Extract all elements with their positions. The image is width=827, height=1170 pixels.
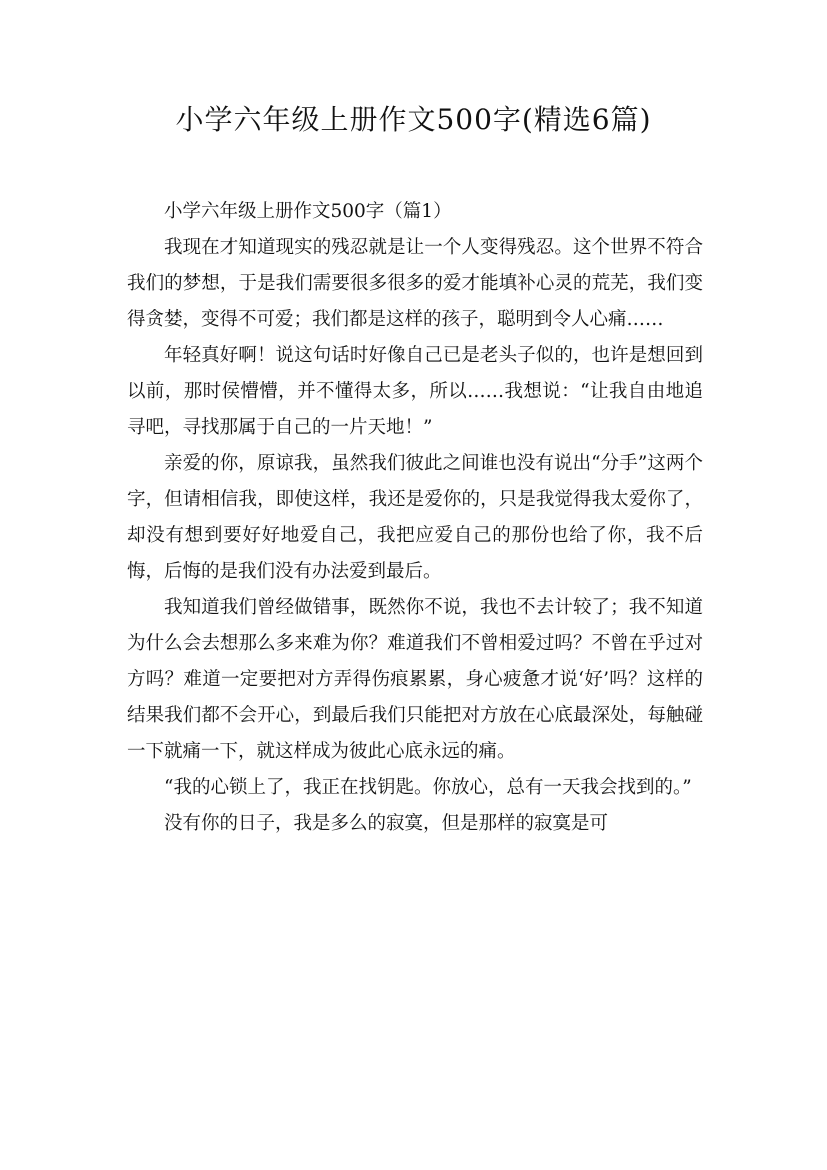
paragraph: 年轻真好啊！说这句话时好像自己已是老头子似的，也许是想回到以前，那时侯懵懵，并不懂得太多，所以……我想说：“让我自由地追寻吧，寻找那属于自己的一片天地！” xyxy=(127,345,703,438)
paragraph: “我的心锁上了，我正在找钥匙。你放心，总有一天我会找到的。” xyxy=(164,777,692,798)
section-heading: 小学六年级上册作文500字（篇1） xyxy=(164,201,452,222)
document-title: 小学六年级上册作文500字(精选6篇) xyxy=(175,103,652,136)
paragraph: 亲爱的你，原谅我，虽然我们彼此之间谁也没有说出“分手”这两个字，但请相信我，即使这样，我还是爱你的，只是我觉得我太爱你了，却没有想到要好好地爱自己，我把应爱自己的那份也给了你，我不后悔，后悔的是我们没有办法爱到最后。 xyxy=(127,453,703,582)
paragraph: 我现在才知道现实的残忍就是让一个人变得残忍。这个世界不符合我们的梦想，于是我们需要很多很多的爱才能填补心灵的荒芜，我们变得贪婪，变得不可爱；我们都是这样的孩子，聪明到令人心痛…… xyxy=(127,237,703,330)
paragraph: 我知道我们曾经做错事，既然你不说，我也不去计较了；我不知道为什么会去想那么多来难为你？难道我们不曾相爱过吗？不曾在乎过对方吗？难道一定要把对方弄得伤痕累累，身心疲惫才说‘好’吗？这样的结果我们都不会开心，到最后我们只能把对方放在心底最深处，每触碰一下就痛一下，就这样成为彼此心底永远的痛。 xyxy=(127,597,703,762)
paragraph: 没有你的日子，我是多么的寂寞，但是那样的寂寞是可 xyxy=(164,813,609,834)
document-body xyxy=(127,194,703,842)
